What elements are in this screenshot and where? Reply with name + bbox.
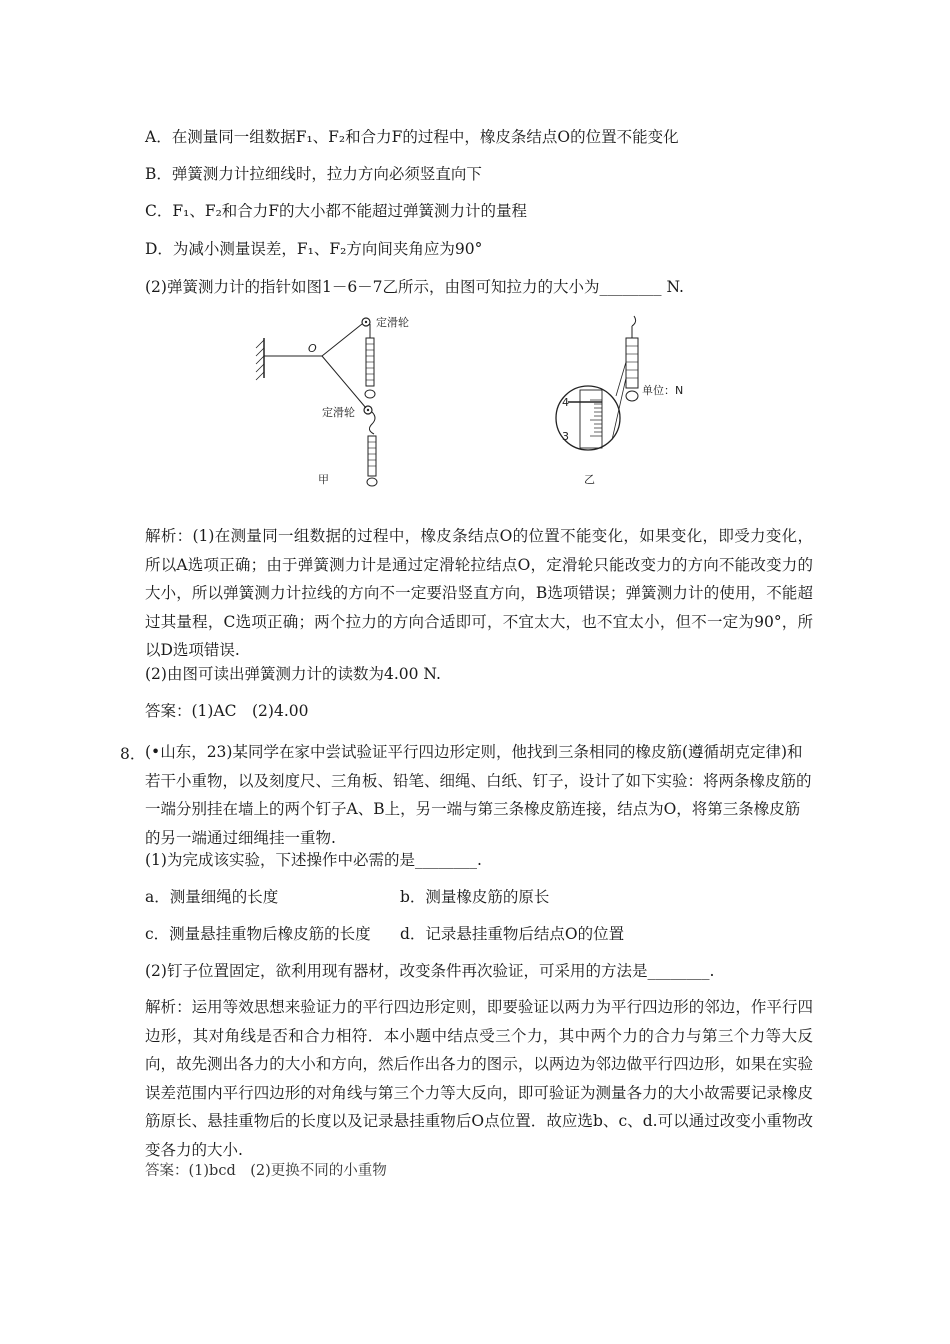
figure-jia [256,315,409,486]
option-b-lower: b．测量橡皮筋的原长 [400,888,550,906]
question-8-stem: (•山东，23)某同学在家中尝试验证平行四边形定则，他找到三条相同的橡皮筋(遵循胡克定律)和若干小重物，以及刻度尺、三角板、铅笔、细绳、白纸、钉子，设计了如下实验：将两条橡皮筋的一端分别挂在墙上的两个钉子A、B上，另一端与第三条橡皮筋连接，结点为O，将第三条橡皮筋的另一端通过细绳挂一重物. [145,743,812,847]
pulley-mid-label: 定滑轮 [322,406,355,419]
option-d: D．为减小测量误差，F₁、F₂方向间夹角应为90° [145,240,483,258]
option-d-lower: d．记录悬挂重物后结点O的位置 [400,925,625,943]
figure-jia-caption: 甲 [318,473,329,486]
figure-1-6-7 [250,308,684,493]
analysis-1-paragraph: 解析：(1)在测量同一组数据的过程中，橡皮条结点O的位置不能变化，如果变化，即受力变化，所以A选项正确；由于弹簧测力计是通过定滑轮拉结点O，定滑轮只能改变力的方向不能改变力的大小，所以弹簧测力计拉线的方向不一定要沿竖直方向，B选项错误；弹簧测力计的使用，不能超过其量程，C选项正确；两个拉力的方向合适即可，不宜太大，也不宜太小，但不一定为90°，所以D选项错误. [145,527,813,659]
answer-1: 答案：(1)AC (2)4.00 [145,702,309,720]
figure-yi-caption: 乙 [584,473,595,486]
figure-yi [556,316,683,486]
point-o-label: O [308,342,317,355]
tick-4-label: 4 [562,396,569,409]
analysis-8-paragraph: 解析：运用等效思想来验证力的平行四边形定则，即要验证以两力为平行四边形的邻边，作平行四边形，其对角线是否和合力相符．本小题中结点受三个力，其中两个力的合力与第三个力等大反向，故先测出各力的大小和方向，然后作出各力的图示，以两边为邻边做平行四边形，如果在实验误差范围内平行四边形的对角线与第三个力等大反向，即可验证为测量各力的大小故需要记录橡皮筋原长、悬挂重物后的长度以及记录悬挂重物后O点位置．故应选b、c、d.可以通过改变小重物改变各力的大小. [145,998,813,1159]
unit-label: 单位：N [642,384,684,397]
question-8-sub1: (1)为完成该实验，下述操作中必需的是________. [145,851,482,869]
option-c-lower: c．测量悬挂重物后橡皮筋的长度 [145,925,371,943]
question-8-number: 8． [120,745,146,763]
pulley-top-label: 定滑轮 [376,316,409,329]
analysis-1-part2: (2)由图可读出弹簧测力计的读数为4.00 N. [145,665,441,683]
option-a: A．在测量同一组数据F₁、F₂和合力F的过程中，橡皮条结点O的位置不能变化 [145,128,679,146]
tick-3-label: 3 [562,430,569,443]
option-a-lower: a．测量细绳的长度 [145,888,279,906]
option-b: B．弹簧测力计拉细线时，拉力方向必须竖直向下 [145,165,482,183]
question-2: (2)弹簧测力计的指针如图1－6－7乙所示，由图可知拉力的大小为________ N. [145,278,684,296]
answer-8: 答案：(1)bcd (2)更换不同的小重物 [145,1163,387,1179]
question-8-sub2: (2)钉子位置固定，欲利用现有器材，改变条件再次验证，可采用的方法是________. [145,962,715,980]
spring-scale-yi-icon [626,338,638,388]
option-c: C．F₁、F₂和合力F的大小都不能超过弹簧测力计的量程 [145,202,528,220]
